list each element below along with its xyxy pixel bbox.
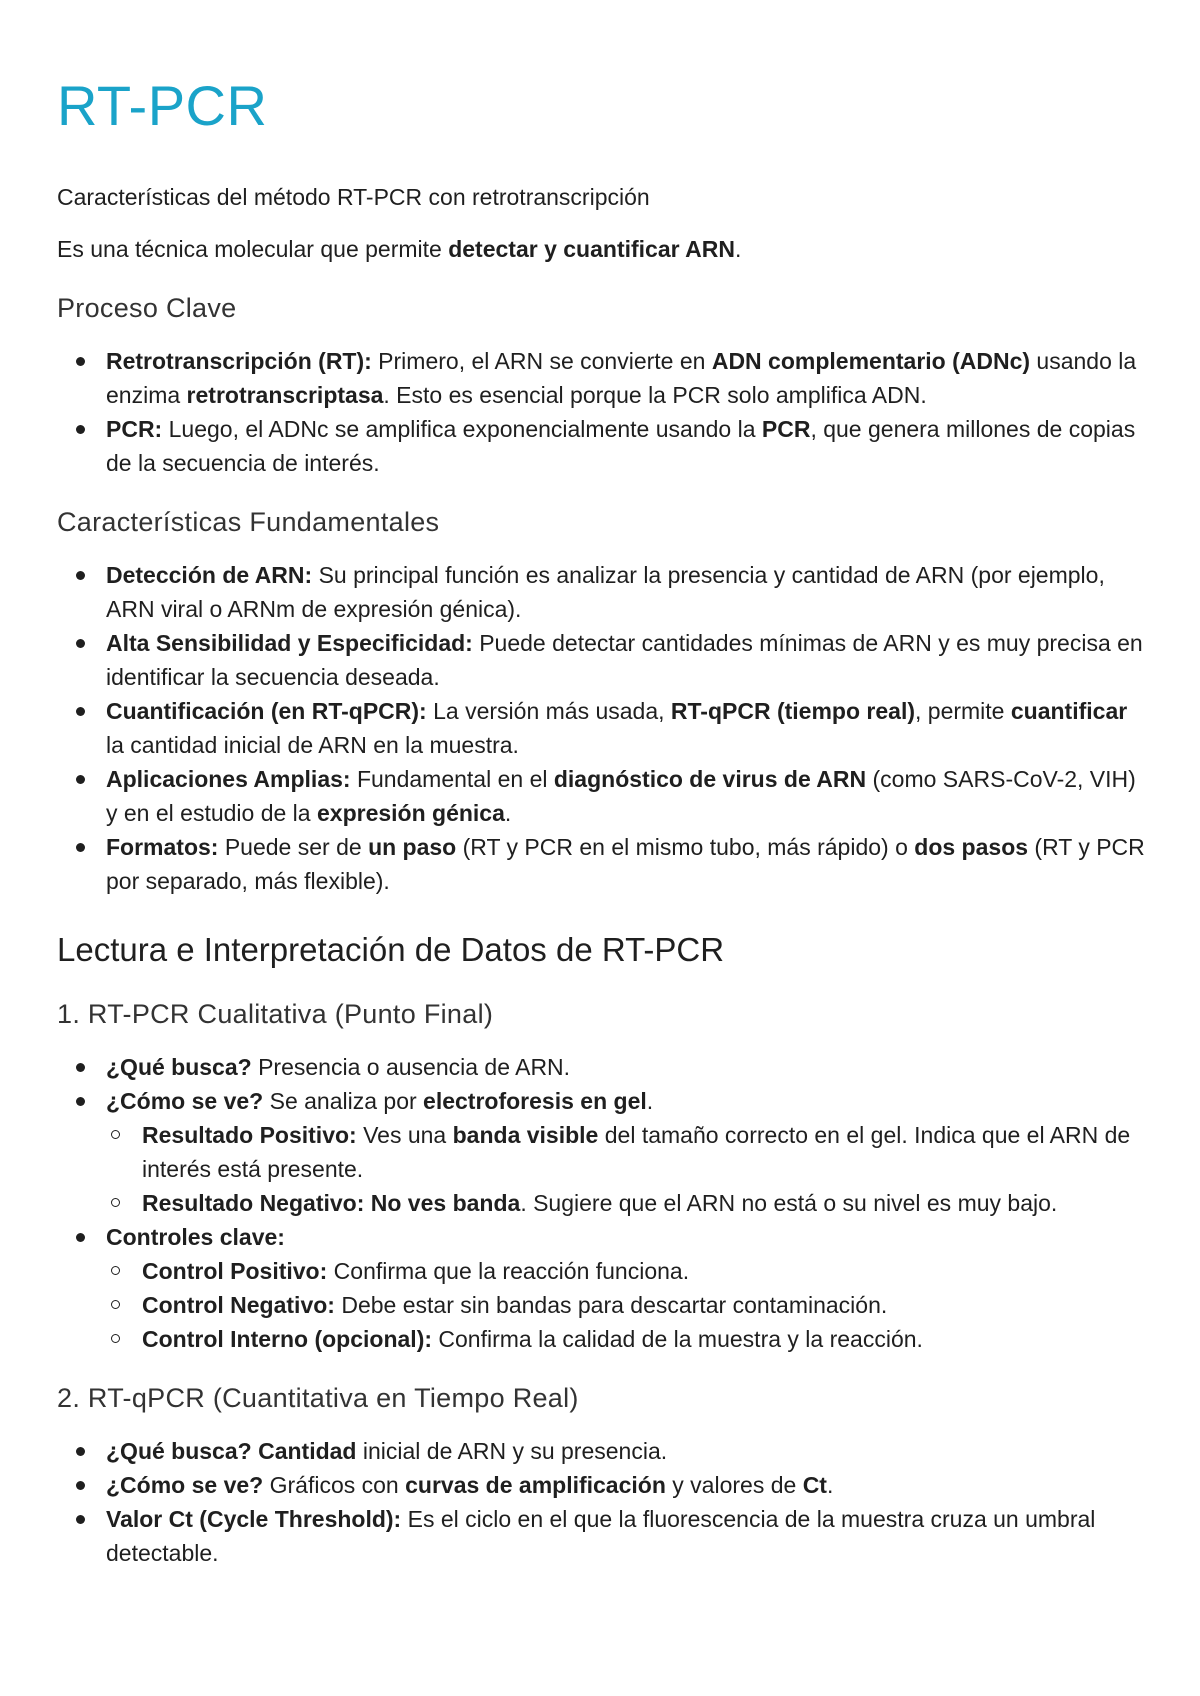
- item-bold: un paso: [368, 834, 457, 860]
- item-text: .: [504, 800, 512, 826]
- item-text: Puede detectar cantidades mínimas de ARN y es muy precisa en identificar la secuencia deseada.: [106, 630, 1143, 690]
- section-heading-cualitativa: 1. RT-PCR Cualitativa (Punto Final): [57, 999, 494, 1029]
- item-text: Luego, el ADNc se amplifica exponencialmente usando la: [162, 416, 762, 442]
- item-term: Alta Sensibilidad y Especificidad:: [106, 630, 473, 656]
- cuantitativa-list: [57, 1434, 1147, 1570]
- proceso-list: [57, 344, 1147, 480]
- item-bold: PCR: [761, 416, 811, 442]
- item-bold: Ct: [802, 1472, 827, 1498]
- list-item: [57, 1220, 1147, 1356]
- item-text: .: [646, 1088, 654, 1114]
- item-term: ¿Cómo se ve?: [106, 1088, 264, 1114]
- item-text: Ves una: [356, 1122, 453, 1148]
- item-bold: ADN complementario (ADNc): [711, 348, 1031, 374]
- caracteristicas-list: [57, 558, 1147, 898]
- sub-list-item: [106, 1322, 1147, 1356]
- item-bold: curvas de amplificación: [405, 1472, 666, 1498]
- list-item: [57, 1084, 1147, 1220]
- intro-paragraph: [57, 232, 1147, 266]
- item-text: (RT y PCR en el mismo tubo, más rápido) o: [456, 834, 915, 860]
- page-title: RT-PCR: [57, 74, 268, 137]
- item-term: Control Interno (opcional):: [142, 1326, 433, 1352]
- item-text: Es el ciclo en el que la fluorescencia de la muestra cruza un umbral detectable.: [106, 1506, 1096, 1566]
- item-text: .: [826, 1472, 834, 1498]
- list-item: [57, 1468, 1147, 1502]
- item-text: (RT y PCR por separado, más flexible).: [106, 834, 1145, 894]
- list-item: [57, 1434, 1147, 1468]
- item-term: ¿Qué busca?: [106, 1054, 252, 1080]
- item-text: Su principal función es analizar la presencia y cantidad de ARN (por ejemplo, ARN viral o ARNm de expresión génica).: [106, 562, 1105, 622]
- item-term: Formatos:: [106, 834, 219, 860]
- section-heading-caracteristicas: Características Fundamentales: [57, 507, 440, 537]
- item-text: y valores de: [665, 1472, 803, 1498]
- section-heading-cuantitativa: 2. RT-qPCR (Cuantitativa en Tiempo Real): [57, 1383, 579, 1413]
- item-text: , permite: [915, 698, 1011, 724]
- item-text: (como SARS-CoV-2, VIH) y en el estudio de la: [106, 766, 1136, 826]
- item-text: Fundamental en el: [350, 766, 554, 792]
- list-item: [57, 626, 1147, 694]
- intro-bold: detectar y cuantificar ARN: [448, 236, 735, 262]
- sub-list-item: [106, 1118, 1147, 1186]
- item-term: Resultado Positivo:: [142, 1122, 357, 1148]
- item-bold: Cantidad: [258, 1438, 357, 1464]
- item-term: Resultado Negativo: No ves banda: [142, 1190, 521, 1216]
- item-term: PCR:: [106, 416, 163, 442]
- item-term: Retrotranscripción (RT):: [106, 348, 372, 374]
- item-bold: cuantificar: [1010, 698, 1128, 724]
- item-text: Puede ser de: [218, 834, 369, 860]
- item-text: inicial de ARN y su presencia.: [356, 1438, 668, 1464]
- item-bold: expresión génica: [316, 800, 505, 826]
- sub-list: [106, 1118, 1147, 1220]
- item-text: usando la enzima: [106, 348, 1137, 408]
- subtitle: Características del método RT-PCR con retrotranscripción: [57, 184, 650, 210]
- item-text: Presencia o ausencia de ARN.: [251, 1054, 571, 1080]
- list-item: [57, 762, 1147, 830]
- sub-list-item: [106, 1288, 1147, 1322]
- item-text: La versión más usada,: [426, 698, 671, 724]
- item-text: , que genera millones de copias de la secuencia de interés.: [106, 416, 1136, 476]
- intro-end: .: [734, 236, 742, 262]
- item-text: . Sugiere que el ARN no está o su nivel es muy bajo.: [520, 1190, 1058, 1216]
- intro-text: Es una técnica molecular que permite: [57, 236, 449, 262]
- list-item: [57, 830, 1147, 898]
- item-bold: diagnóstico de virus de ARN: [553, 766, 867, 792]
- cualitativa-list: [57, 1050, 1147, 1356]
- list-item: [57, 344, 1147, 412]
- item-text: Confirma que la reacción funciona.: [327, 1258, 690, 1284]
- item-text: Se analiza por: [263, 1088, 424, 1114]
- document-page: [57, 70, 1147, 1570]
- item-term: Control Negativo:: [142, 1292, 335, 1318]
- sub-list: [106, 1254, 1147, 1356]
- item-term: Control Positivo:: [142, 1258, 328, 1284]
- item-text: Primero, el ARN se convierte en: [371, 348, 712, 374]
- item-text: Debe estar sin bandas para descartar contaminación.: [334, 1292, 888, 1318]
- item-text: . Esto es esencial porque la PCR solo amplifica ADN.: [383, 382, 927, 408]
- item-text: la cantidad inicial de ARN en la muestra.: [106, 732, 519, 758]
- item-term: ¿Cómo se ve?: [106, 1472, 264, 1498]
- section-heading-lectura: Lectura e Interpretación de Datos de RT-PCR: [57, 931, 725, 968]
- item-bold: retrotranscriptasa: [186, 382, 384, 408]
- item-bold: RT-qPCR (tiempo real): [670, 698, 915, 724]
- item-text: Confirma la calidad de la muestra y la reacción.: [432, 1326, 923, 1352]
- section-heading-proceso: Proceso Clave: [57, 293, 237, 323]
- item-term: Aplicaciones Amplias:: [106, 766, 351, 792]
- item-bold: electroforesis en gel: [423, 1088, 647, 1114]
- item-bold: banda visible: [452, 1122, 599, 1148]
- list-item: [57, 694, 1147, 762]
- item-bold: dos pasos: [914, 834, 1029, 860]
- item-term: ¿Qué busca?: [106, 1438, 252, 1464]
- item-text: del tamaño correcto en el gel. Indica que el ARN de interés está presente.: [142, 1122, 1131, 1182]
- item-text: Gráficos con: [263, 1472, 406, 1498]
- item-term: Valor Ct (Cycle Threshold):: [106, 1506, 402, 1532]
- item-term: Cuantificación (en RT-qPCR):: [106, 698, 427, 724]
- sub-list-item: [106, 1254, 1147, 1288]
- item-term: Controles clave:: [106, 1224, 285, 1250]
- list-item: [57, 412, 1147, 480]
- list-item: [57, 1502, 1147, 1570]
- list-item: [57, 1050, 1147, 1084]
- list-item: [57, 558, 1147, 626]
- item-term: Detección de ARN:: [106, 562, 313, 588]
- sub-list-item: [106, 1186, 1147, 1220]
